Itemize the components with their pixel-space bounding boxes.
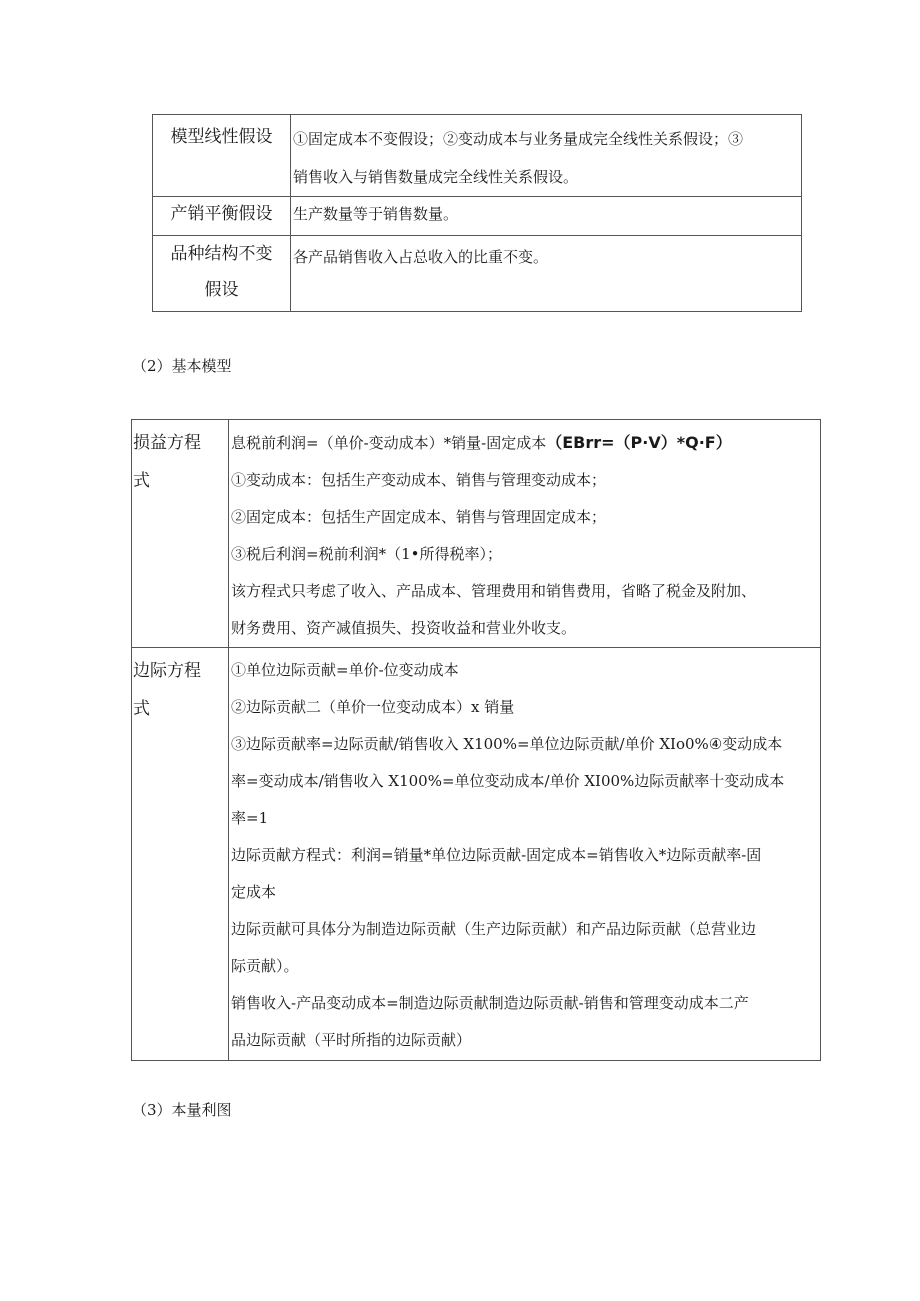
row-text: ①单位边际贡献=单价-位变动成本 ②边际贡献二（单价一位变动成本）x 销量 ③边际贡献率=边际贡献/销售收入 X100%=单位边际贡献/单价 XIo0%④变动成本 率=变动成本/销售收入 X100%=单位变动成本/单价 XI00%边际贡献率十变动成本 率=1 边际贡献方程式：利润=销量*单位边际贡献-固定成本=销售收入*边际贡献率-固 定成本 边际贡献可具体分为制造边际贡献（生产边际贡献）和产品边际贡献（总营业边 际贡献）。 销售收入-产品变动成本=制造边际贡献制造边际贡献-销售和管理变动成本二产 品边际贡献（平时所指的边际贡献） xyxy=(229,648,821,1061)
assumptions-table xyxy=(152,114,802,312)
row-label: 产销平衡假设 xyxy=(153,197,291,236)
row-text: 息税前利润=（单价-变动成本）*销量-固定成本（EBrr=（P·V）*Q·F） ①变动成本：包括生产变动成本、销售与管理变动成本； ②固定成本：包括生产固定成本、销售与管理固定成本； ③税后利润=税前利润*（1•所得税率）； 该方程式只考虑了收入、产品成本、管理费用和销售费用，省略了税金及附加、 财务费用、资产减值损失、投资收益和营业外收支。 xyxy=(229,420,821,648)
model-table xyxy=(131,419,821,1061)
table-row xyxy=(153,236,802,312)
table-row xyxy=(132,420,821,648)
section-heading: （3）本量利图 xyxy=(132,1101,232,1119)
section-heading: （2）基本模型 xyxy=(132,357,232,375)
row-label: 边际方程 式 xyxy=(132,648,229,1061)
row-label: 模型线性假设 xyxy=(153,115,291,197)
row-text: 各产品销售收入占总收入的比重不变。 xyxy=(291,236,802,312)
table-row xyxy=(132,648,821,1061)
row-text: ①固定成本不变假设；②变动成本与业务量成完全线性关系假设；③ 销售收入与销售数量成完全线性关系假设。 xyxy=(291,115,802,197)
formula: （EBrr=（P·V）*Q·F） xyxy=(546,433,732,452)
table-row xyxy=(153,115,802,197)
row-label: 损益方程 式 xyxy=(132,420,229,648)
table-row xyxy=(153,197,802,236)
row-label: 品种结构不变 假设 xyxy=(153,236,291,312)
row-text: 生产数量等于销售数量。 xyxy=(291,197,802,236)
